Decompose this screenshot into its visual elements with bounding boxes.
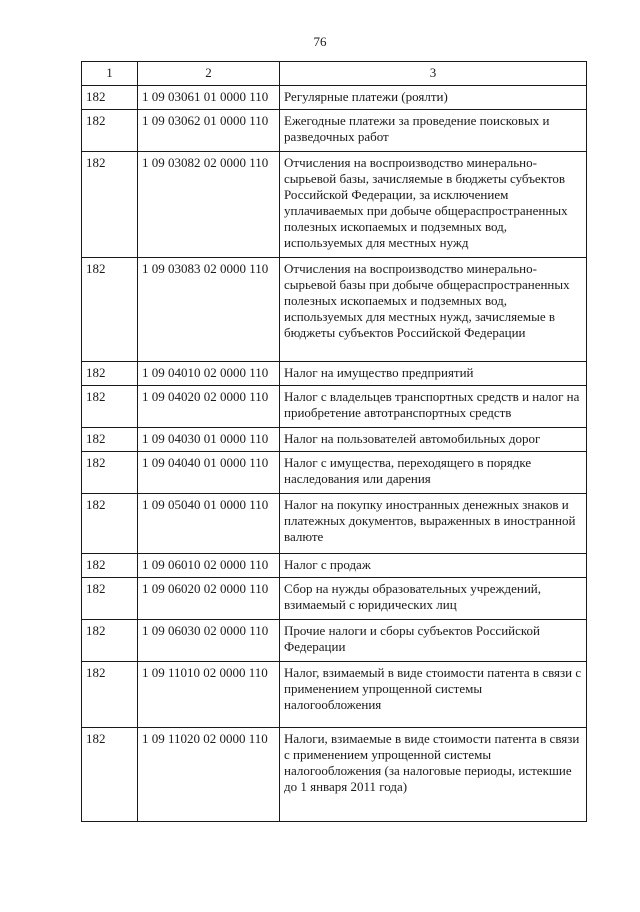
header-col-2: 2 bbox=[138, 62, 280, 86]
budget-code-cell: 1 09 06030 02 0000 110 bbox=[138, 620, 280, 662]
admin-code-cell: 182 bbox=[82, 554, 138, 578]
revenue-name-cell: Налог на пользователей автомобильных дорог bbox=[280, 428, 587, 452]
revenue-name-cell: Регулярные платежи (роялти) bbox=[280, 86, 587, 110]
budget-code-cell: 1 09 03083 02 0000 110 bbox=[138, 258, 280, 362]
revenue-name-cell: Налог с имущества, переходящего в порядке наследования или дарения bbox=[280, 452, 587, 494]
revenue-name-cell: Налоги, взимаемые в виде стоимости патента в связи с применением упрощенной системы налогообложения (за налоговые периоды, истекшие до 1 января 2011 года) bbox=[280, 728, 587, 822]
admin-code-cell: 182 bbox=[82, 86, 138, 110]
admin-code-cell: 182 bbox=[82, 386, 138, 428]
admin-code-cell: 182 bbox=[82, 362, 138, 386]
admin-code-cell: 182 bbox=[82, 110, 138, 152]
budget-code-cell: 1 09 04040 01 0000 110 bbox=[138, 452, 280, 494]
table-row bbox=[82, 494, 587, 554]
admin-code-cell: 182 bbox=[82, 452, 138, 494]
budget-code-cell: 1 09 06010 02 0000 110 bbox=[138, 554, 280, 578]
table-row bbox=[82, 362, 587, 386]
admin-code-cell: 182 bbox=[82, 258, 138, 362]
admin-code-cell: 182 bbox=[82, 428, 138, 452]
budget-code-cell: 1 09 04020 02 0000 110 bbox=[138, 386, 280, 428]
header-col-1: 1 bbox=[82, 62, 138, 86]
budget-code-cell: 1 09 04030 01 0000 110 bbox=[138, 428, 280, 452]
budget-code-cell: 1 09 06020 02 0000 110 bbox=[138, 578, 280, 620]
admin-code-cell: 182 bbox=[82, 494, 138, 554]
budget-code-cell: 1 09 11020 02 0000 110 bbox=[138, 728, 280, 822]
admin-code-cell: 182 bbox=[82, 620, 138, 662]
budget-code-cell: 1 09 05040 01 0000 110 bbox=[138, 494, 280, 554]
budget-code-cell: 1 09 04010 02 0000 110 bbox=[138, 362, 280, 386]
budget-code-cell: 1 09 03061 01 0000 110 bbox=[138, 86, 280, 110]
budget-code-cell: 1 09 03082 02 0000 110 bbox=[138, 152, 280, 258]
admin-code-cell: 182 bbox=[82, 728, 138, 822]
revenue-name-cell: Прочие налоги и сборы субъектов Российской Федерации bbox=[280, 620, 587, 662]
revenue-codes-table bbox=[81, 61, 587, 822]
budget-code-cell: 1 09 11010 02 0000 110 bbox=[138, 662, 280, 728]
table-row bbox=[82, 728, 587, 822]
revenue-name-cell: Налог с продаж bbox=[280, 554, 587, 578]
revenue-name-cell: Налог на имущество предприятий bbox=[280, 362, 587, 386]
table-row bbox=[82, 578, 587, 620]
table-row bbox=[82, 86, 587, 110]
table-row bbox=[82, 554, 587, 578]
budget-code-cell: 1 09 03062 01 0000 110 bbox=[138, 110, 280, 152]
table-row bbox=[82, 386, 587, 428]
revenue-name-cell: Отчисления на воспроизводство минерально-сырьевой базы, зачисляемые в бюджеты субъектов Российской Федерации, за исключением уплачиваемых при добыче общераспространенных полезных ископаемых и подземных вод, используемых для местных нужд bbox=[280, 152, 587, 258]
table-row bbox=[82, 452, 587, 494]
table-row bbox=[82, 258, 587, 362]
revenue-name-cell: Сбор на нужды образовательных учреждений, взимаемый с юридических лиц bbox=[280, 578, 587, 620]
revenue-name-cell: Налог на покупку иностранных денежных знаков и платежных документов, выраженных в иностранной валюте bbox=[280, 494, 587, 554]
table-row bbox=[82, 428, 587, 452]
table-row bbox=[82, 110, 587, 152]
revenue-name-cell: Ежегодные платежи за проведение поисковых и разведочных работ bbox=[280, 110, 587, 152]
header-col-3: 3 bbox=[280, 62, 587, 86]
admin-code-cell: 182 bbox=[82, 152, 138, 258]
revenue-name-cell: Отчисления на воспроизводство минерально-сырьевой базы при добыче общераспространенных полезных ископаемых и подземных вод, используемых для местных нужд, зачисляемые в бюджеты субъектов Российской Федерации bbox=[280, 258, 587, 362]
page-number: 76 bbox=[313, 34, 327, 49]
revenue-name-cell: Налог с владельцев транспортных средств и налог на приобретение автотранспортных средств bbox=[280, 386, 587, 428]
table-row bbox=[82, 662, 587, 728]
table-row bbox=[82, 152, 587, 258]
admin-code-cell: 182 bbox=[82, 662, 138, 728]
admin-code-cell: 182 bbox=[82, 578, 138, 620]
table-header-row bbox=[82, 62, 587, 86]
revenue-name-cell: Налог, взимаемый в виде стоимости патента в связи с применением упрощенной системы налогообложения bbox=[280, 662, 587, 728]
table-row bbox=[82, 620, 587, 662]
